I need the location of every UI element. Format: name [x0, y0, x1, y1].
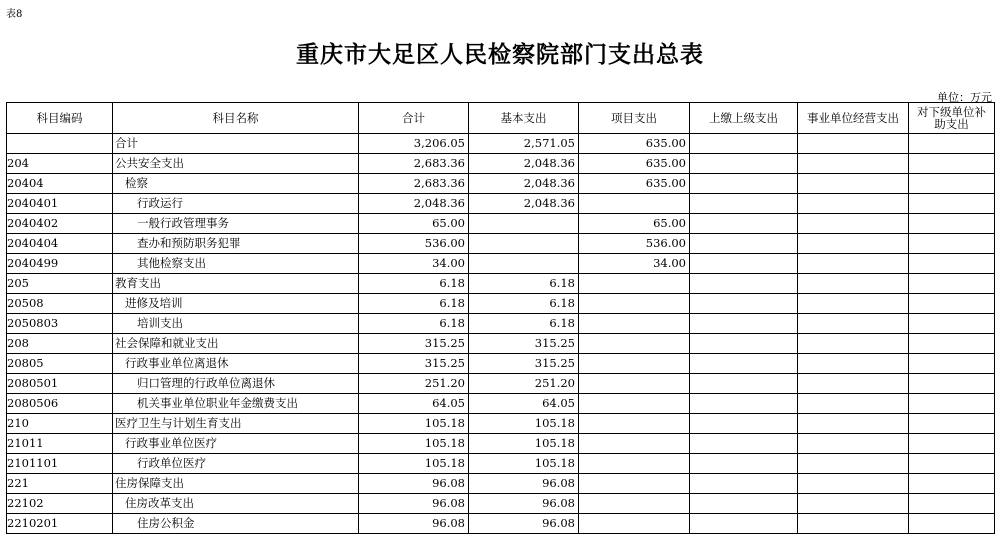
cell-project: 635.00 [579, 174, 690, 194]
cell-subsidy [909, 174, 995, 194]
cell-name: 培训支出 [113, 314, 359, 334]
cell-upper [690, 474, 798, 494]
cell-basic: 2,048.36 [469, 194, 579, 214]
cell-code: 208 [7, 334, 113, 354]
table-row [7, 274, 995, 294]
cell-code: 204 [7, 154, 113, 174]
table-row [7, 374, 995, 394]
cell-total: 3,206.05 [359, 134, 469, 154]
cell-code: 20805 [7, 354, 113, 374]
cell-project [579, 394, 690, 414]
cell-basic: 105.18 [469, 454, 579, 474]
cell-upper [690, 194, 798, 214]
cell-total: 2,683.36 [359, 154, 469, 174]
cell-subsidy [909, 494, 995, 514]
cell-name: 进修及培训 [113, 294, 359, 314]
cell-project [579, 194, 690, 214]
cell-name: 归口管理的行政单位离退休 [113, 374, 359, 394]
cell-subsidy [909, 474, 995, 494]
cell-business [798, 334, 909, 354]
cell-total: 105.18 [359, 454, 469, 474]
header-business: 事业单位经营支出 [798, 103, 909, 134]
table-row [7, 394, 995, 414]
cell-name: 机关事业单位职业年金缴费支出 [113, 394, 359, 414]
cell-business [798, 494, 909, 514]
table-row [7, 434, 995, 454]
cell-code: 2080501 [7, 374, 113, 394]
cell-project: 536.00 [579, 234, 690, 254]
cell-basic: 315.25 [469, 354, 579, 374]
cell-name: 行政事业单位离退休 [113, 354, 359, 374]
cell-code: 2080506 [7, 394, 113, 414]
cell-name: 社会保障和就业支出 [113, 334, 359, 354]
cell-subsidy [909, 234, 995, 254]
cell-code: 2050803 [7, 314, 113, 334]
cell-name: 医疗卫生与计划生育支出 [113, 414, 359, 434]
cell-total: 536.00 [359, 234, 469, 254]
cell-name: 教育支出 [113, 274, 359, 294]
cell-code: 2040401 [7, 194, 113, 214]
cell-basic: 96.08 [469, 474, 579, 494]
cell-business [798, 394, 909, 414]
cell-subsidy [909, 254, 995, 274]
cell-subsidy [909, 334, 995, 354]
cell-project: 34.00 [579, 254, 690, 274]
cell-name: 住房公积金 [113, 514, 359, 534]
cell-total: 34.00 [359, 254, 469, 274]
cell-subsidy [909, 454, 995, 474]
cell-project [579, 414, 690, 434]
header-basic: 基本支出 [469, 103, 579, 134]
cell-name: 住房改革支出 [113, 494, 359, 514]
cell-business [798, 274, 909, 294]
cell-upper [690, 274, 798, 294]
cell-code: 2101101 [7, 454, 113, 474]
cell-subsidy [909, 514, 995, 534]
cell-basic: 251.20 [469, 374, 579, 394]
cell-code: 2040404 [7, 234, 113, 254]
cell-upper [690, 134, 798, 154]
cell-subsidy [909, 274, 995, 294]
table-row [7, 474, 995, 494]
cell-project [579, 454, 690, 474]
cell-total: 6.18 [359, 314, 469, 334]
cell-upper [690, 454, 798, 474]
cell-total: 96.08 [359, 514, 469, 534]
cell-total: 315.25 [359, 354, 469, 374]
cell-business [798, 214, 909, 234]
cell-business [798, 454, 909, 474]
table-row [7, 494, 995, 514]
table-row [7, 154, 995, 174]
cell-upper [690, 334, 798, 354]
cell-subsidy [909, 294, 995, 314]
cell-upper [690, 354, 798, 374]
cell-subsidy [909, 314, 995, 334]
cell-basic: 64.05 [469, 394, 579, 414]
cell-business [798, 294, 909, 314]
table-row [7, 334, 995, 354]
cell-name: 合计 [113, 134, 359, 154]
cell-business [798, 374, 909, 394]
cell-business [798, 254, 909, 274]
cell-project [579, 514, 690, 534]
cell-total: 315.25 [359, 334, 469, 354]
cell-total: 105.18 [359, 414, 469, 434]
cell-total: 96.08 [359, 474, 469, 494]
cell-name: 行政单位医疗 [113, 454, 359, 474]
cell-basic: 96.08 [469, 514, 579, 534]
header-total: 合计 [359, 103, 469, 134]
header-name: 科目名称 [113, 103, 359, 134]
cell-code: 20404 [7, 174, 113, 194]
cell-project [579, 474, 690, 494]
cell-basic: 315.25 [469, 334, 579, 354]
cell-upper [690, 514, 798, 534]
cell-basic [469, 254, 579, 274]
cell-upper [690, 214, 798, 234]
table-row [7, 214, 995, 234]
cell-code: 20508 [7, 294, 113, 314]
cell-total: 105.18 [359, 434, 469, 454]
cell-basic: 2,048.36 [469, 174, 579, 194]
cell-business [798, 174, 909, 194]
cell-project [579, 494, 690, 514]
cell-project [579, 434, 690, 454]
cell-name: 一般行政管理事务 [113, 214, 359, 234]
cell-name: 公共安全支出 [113, 154, 359, 174]
cell-code: 22102 [7, 494, 113, 514]
table-row [7, 134, 995, 154]
cell-basic: 105.18 [469, 434, 579, 454]
cell-upper [690, 494, 798, 514]
cell-upper [690, 374, 798, 394]
cell-name: 行政运行 [113, 194, 359, 214]
header-row [7, 103, 995, 134]
cell-upper [690, 234, 798, 254]
header-subsidy: 对下级单位补助支出 [909, 103, 995, 134]
table-number: 表8 [6, 9, 23, 20]
cell-code: 210 [7, 414, 113, 434]
table-row [7, 254, 995, 274]
table-row [7, 514, 995, 534]
cell-name: 其他检察支出 [113, 254, 359, 274]
header-upper: 上缴上级支出 [690, 103, 798, 134]
cell-business [798, 514, 909, 534]
cell-name: 查办和预防职务犯罪 [113, 234, 359, 254]
cell-basic [469, 234, 579, 254]
cell-subsidy [909, 394, 995, 414]
cell-basic: 6.18 [469, 294, 579, 314]
table-body [7, 134, 995, 534]
cell-project: 65.00 [579, 214, 690, 234]
cell-total: 2,683.36 [359, 174, 469, 194]
table-row [7, 354, 995, 374]
table-row [7, 194, 995, 214]
cell-upper [690, 434, 798, 454]
cell-code [7, 134, 113, 154]
cell-business [798, 354, 909, 374]
cell-project [579, 354, 690, 374]
cell-name: 检察 [113, 174, 359, 194]
cell-upper [690, 394, 798, 414]
cell-code: 221 [7, 474, 113, 494]
table-row [7, 454, 995, 474]
header-project: 项目支出 [579, 103, 690, 134]
cell-total: 251.20 [359, 374, 469, 394]
header-code: 科目编码 [7, 103, 113, 134]
table-row [7, 314, 995, 334]
cell-business [798, 434, 909, 454]
cell-business [798, 134, 909, 154]
cell-total: 65.00 [359, 214, 469, 234]
cell-code: 2040499 [7, 254, 113, 274]
cell-basic: 6.18 [469, 274, 579, 294]
cell-total: 6.18 [359, 274, 469, 294]
table-row [7, 294, 995, 314]
cell-subsidy [909, 414, 995, 434]
cell-business [798, 314, 909, 334]
cell-upper [690, 154, 798, 174]
cell-subsidy [909, 434, 995, 454]
cell-basic: 105.18 [469, 414, 579, 434]
cell-code: 2040402 [7, 214, 113, 234]
cell-subsidy [909, 214, 995, 234]
cell-business [798, 154, 909, 174]
cell-project [579, 314, 690, 334]
cell-business [798, 414, 909, 434]
unit-label: 单位：万元 [937, 91, 992, 104]
cell-project: 635.00 [579, 134, 690, 154]
cell-project [579, 274, 690, 294]
cell-project [579, 294, 690, 314]
cell-business [798, 234, 909, 254]
page-title: 重庆市大足区人民检察院部门支出总表 [296, 41, 704, 68]
cell-upper [690, 174, 798, 194]
cell-business [798, 194, 909, 214]
cell-subsidy [909, 134, 995, 154]
cell-business [798, 474, 909, 494]
cell-total: 64.05 [359, 394, 469, 414]
cell-upper [690, 414, 798, 434]
table-row [7, 174, 995, 194]
cell-name: 住房保障支出 [113, 474, 359, 494]
cell-code: 2210201 [7, 514, 113, 534]
cell-upper [690, 294, 798, 314]
cell-subsidy [909, 354, 995, 374]
cell-subsidy [909, 194, 995, 214]
cell-basic: 6.18 [469, 314, 579, 334]
cell-upper [690, 314, 798, 334]
cell-total: 2,048.36 [359, 194, 469, 214]
cell-subsidy [909, 154, 995, 174]
cell-code: 21011 [7, 434, 113, 454]
table-row [7, 414, 995, 434]
cell-basic: 2,571.05 [469, 134, 579, 154]
cell-project [579, 334, 690, 354]
expenditure-table [6, 102, 995, 534]
cell-basic: 2,048.36 [469, 154, 579, 174]
cell-name: 行政事业单位医疗 [113, 434, 359, 454]
cell-project: 635.00 [579, 154, 690, 174]
cell-basic [469, 214, 579, 234]
table-row [7, 234, 995, 254]
cell-project [579, 374, 690, 394]
cell-code: 205 [7, 274, 113, 294]
cell-total: 6.18 [359, 294, 469, 314]
cell-total: 96.08 [359, 494, 469, 514]
cell-basic: 96.08 [469, 494, 579, 514]
cell-upper [690, 254, 798, 274]
cell-subsidy [909, 374, 995, 394]
